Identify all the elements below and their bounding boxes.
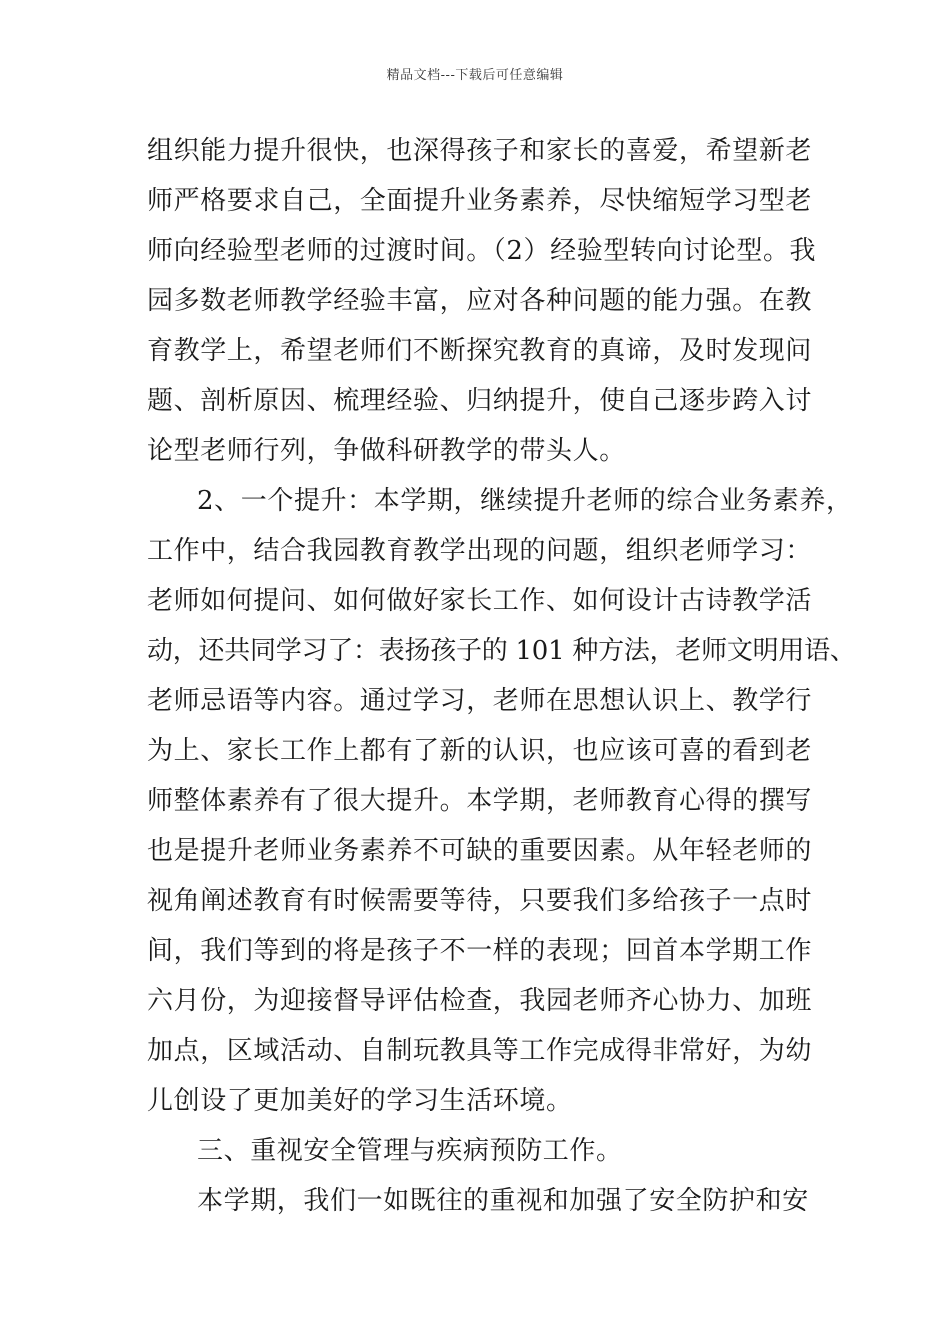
text-line: 间，我们等到的将是孩子不一样的表现；回首本学期工作: [147, 936, 813, 966]
document-body: [147, 126, 856, 1226]
text-line: 也是提升老师业务素养不可缺的重要因素。从年轻老师的: [147, 836, 813, 866]
text-line: 论型老师行列，争做科研教学的带头人。: [147, 436, 626, 466]
text-line: 师严格要求自己，全面提升业务素养，尽快缩短学习型老: [147, 186, 813, 216]
text-line: 组织能力提升很快，也深得孩子和家长的喜爱，希望新老: [147, 136, 813, 166]
text-line: 老师忌语等内容。通过学习，老师在思想认识上、教学行: [147, 686, 813, 716]
text-line: 儿创设了更加美好的学习生活环境。: [147, 1086, 573, 1116]
text-line: 园多数老师教学经验丰富，应对各种问题的能力强。在教: [147, 286, 813, 316]
text-line: 师向经验型老师的过渡时间。（2）经验型转向讨论型。我: [147, 236, 817, 266]
text-line: 为上、家长工作上都有了新的认识，也应该可喜的看到老: [147, 736, 813, 766]
text-line: 视角阐述教育有时候需要等待，只要我们多给孩子一点时: [147, 886, 813, 916]
paragraph-start-line: 2、一个提升：本学期，继续提升老师的综合业务素养，: [197, 486, 853, 516]
text-line: 题、剖析原因、梳理经验、归纳提升，使自己逐步跨入讨: [147, 386, 813, 416]
text-line: 工作中，结合我园教育教学出现的问题，组织老师学习：: [147, 536, 813, 566]
text-line: 老师如何提问、如何做好家长工作、如何设计古诗教学活: [147, 586, 813, 616]
paragraph-start-line: 本学期，我们一如既往的重视和加强了安全防护和安: [197, 1186, 809, 1216]
text-line: 师整体素养有了很大提升。本学期，老师教育心得的撰写: [147, 786, 813, 816]
text-line: 加点，区域活动、自制玩教具等工作完成得非常好，为幼: [147, 1036, 813, 1066]
text-line: 六月份，为迎接督导评估检查，我园老师齐心协力、加班: [147, 986, 813, 1016]
section-heading: 三、重视安全管理与疾病预防工作。: [197, 1136, 623, 1166]
text-line: 育教学上，希望老师们不断探究教育的真谛，及时发现问: [147, 336, 813, 366]
text-line: 动，还共同学习了：表扬孩子的 101 种方法，老师文明用语、: [147, 636, 856, 666]
page-header: 精品文档---下载后可任意编辑: [386, 68, 564, 83]
